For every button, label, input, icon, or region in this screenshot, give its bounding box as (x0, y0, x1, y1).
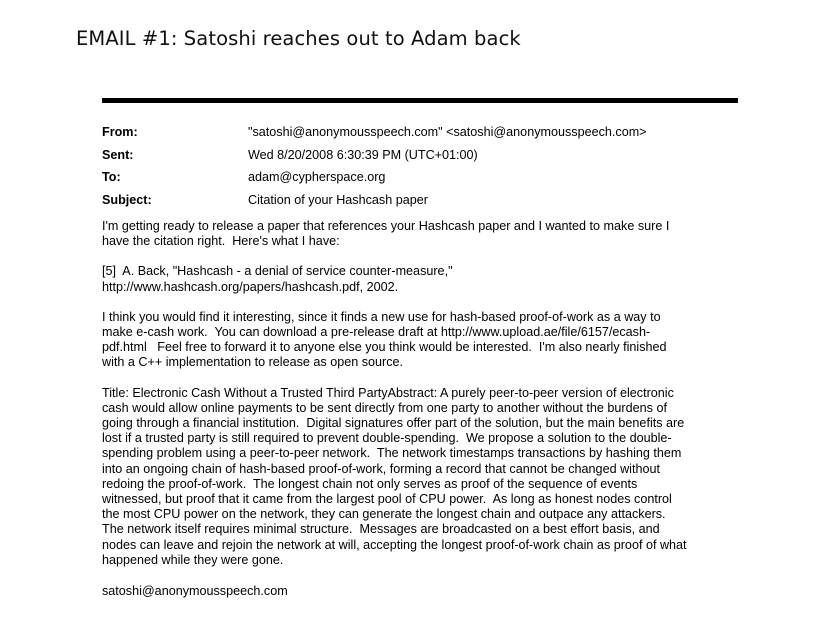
body-line: going through a financial institution. Digital signatures offer part of the solution, but the main benefits are (102, 416, 685, 431)
email-signature: satoshi@anonymousspeech.com (102, 584, 288, 599)
header-key-to: To: (102, 170, 121, 184)
email-body (102, 219, 738, 568)
body-line: have the citation right. Here's what I have: (102, 234, 340, 249)
header-value-subject: Citation of your Hashcash paper (248, 192, 428, 207)
header-rule (102, 98, 738, 103)
email-headers (102, 125, 738, 215)
header-row-sent (102, 148, 738, 171)
header-key-subject: Subject: (102, 192, 152, 207)
header-value-from: "satoshi@anonymousspeech.com" <satoshi@anonymousspeech.com> (248, 125, 647, 139)
body-line: spending problem using a peer-to-peer network. The network timestamps transactions by hashing them (102, 446, 682, 461)
body-paragraph-intro (102, 219, 738, 249)
body-line: the most CPU power on the network, they can generate the longest chain and outpace any attackers. (102, 507, 666, 522)
body-line: http://www.hashcash.org/papers/hashcash.pdf, 2002. (102, 279, 399, 294)
body-line: I'm getting ready to release a paper that references your Hashcash paper and I wanted to make sure I (102, 219, 670, 233)
body-line: Title: Electronic Cash Without a Trusted Third PartyAbstract: A purely peer-to-peer version of electronic (102, 385, 674, 400)
header-value-to: adam@cypherspace.org (248, 170, 386, 184)
body-line: pdf.html Feel free to forward it to anyone else you think would be interested. I'm also nearly finished (102, 340, 667, 355)
header-key-from: From: (102, 125, 138, 139)
body-line: into an ongoing chain of hash-based proof-of-work, forming a record that cannot be changed without (102, 461, 660, 476)
header-row-to (102, 170, 738, 193)
body-line: The network itself requires minimal structure. Messages are broadcasted on a best effort basis, and (102, 522, 660, 537)
body-paragraph-citation (102, 264, 738, 294)
body-line: lost if a trusted party is still required to prevent double-spending. We propose a solution to the double- (102, 431, 672, 446)
body-line: nodes can leave and rejoin the network at will, accepting the longest proof-of-work chain as proof of what (102, 537, 687, 552)
header-row-from (102, 125, 738, 148)
email-document (102, 98, 738, 599)
body-line: redoing the proof-of-work. The longest chain not only serves as proof of the sequence of events (102, 476, 638, 491)
body-line: I think you would find it interesting, since it finds a new use for hash-based proof-of-work as a way to (102, 309, 661, 324)
body-line: with a C++ implementation to release as open source. (102, 355, 404, 370)
body-line: happened while they were gone. (102, 552, 284, 567)
header-value-sent: Wed 8/20/2008 6:30:39 PM (UTC+01:00) (248, 147, 478, 162)
body-line: make e-cash work. You can download a pre-release draft at http://www.upload.ae/file/6157/ecash- (102, 325, 651, 340)
body-line: witnessed, but proof that it came from the largest pool of CPU power. As long as honest nodes control (102, 492, 672, 507)
header-row-subject (102, 193, 738, 216)
body-line: cash would allow online payments to be sent directly from one party to another without the burdens of (102, 400, 667, 415)
body-paragraph-draft (102, 310, 738, 371)
header-key-sent: Sent: (102, 147, 134, 162)
body-paragraph-abstract (102, 386, 738, 568)
page-title: EMAIL #1: Satoshi reaches out to Adam back (76, 27, 521, 50)
body-line: [5] A. Back, "Hashcash - a denial of service counter-measure," (102, 264, 453, 279)
